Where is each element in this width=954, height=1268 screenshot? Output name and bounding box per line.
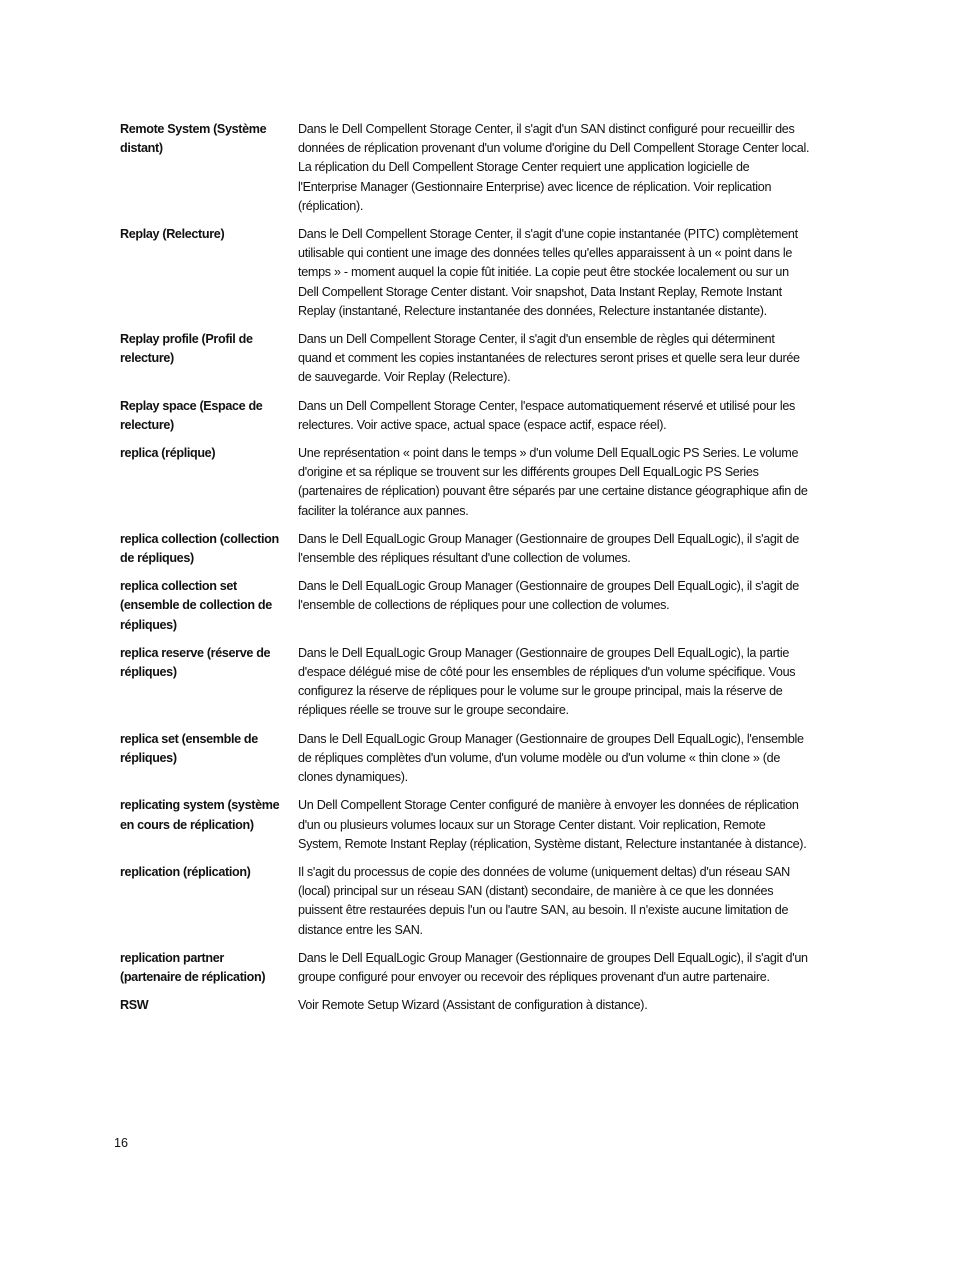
glossary-term: Replay (Relecture) [120,227,225,242]
glossary-entry [120,796,810,854]
glossary-definition: Dans le Dell EqualLogic Group Manager (Gestionnaire de groupes Dell EqualLogic), l'ensemble de répliques complètes d'un volume, d'un volume modèle ou d'un volume « thin clone » (de clones dynamiques). [298,731,804,785]
glossary-term: Remote System (Système distant) [120,122,267,156]
page-number: 16 [114,1136,129,1150]
glossary-term: replication (réplication) [120,864,251,879]
glossary-list [120,120,810,1024]
glossary-entry [120,120,810,216]
glossary-definition: Dans le Dell EqualLogic Group Manager (Gestionnaire de groupes Dell EqualLogic), il s'agit de l'ensemble de collections de répliques pour une collection de volumes. [298,579,799,613]
glossary-entry [120,577,810,635]
glossary-definition: Dans le Dell EqualLogic Group Manager (Gestionnaire de groupes Dell EqualLogic), il s'agit de l'ensemble des répliques résultant d'une collection de volumes. [298,531,799,566]
glossary-definition: Il s'agit du processus de copie des données de volume (uniquement deltas) d'un réseau SAN (local) principal sur un réseau SAN (distant) secondaire, de manière à ce que les données puissent être restaurées depuis l'un ou l'autre SAN, au besoin. Il n'existe aucune limitation de distance entre les SAN. [298,864,790,937]
glossary-definition: Dans le Dell Compellent Storage Center, il s'agit d'une copie instantanée (PITC) complètement utilisable qui contient une image des données telles qu'elles apparaissent à un « point dans le temps » - moment auquel la copie fût initiée. La copie peut être stockée localement ou sur un Dell Compellent Storage Center distant. Voir snapshot, Data Instant Replay, Remote Instant Replay (instantané, Relecture instantanée des données, Relecture instantanée distante). [298,227,798,318]
glossary-definition: Un Dell Compellent Storage Center configuré de manière à envoyer les données de réplication d'un ou plusieurs volumes locaux sur un Storage Center distant. Voir replication, Remote System, Remote Instant Replay (réplication, Système distant, Relecture instantanée à distance). [298,798,807,851]
glossary-definition: Dans un Dell Compellent Storage Center, il s'agit d'un ensemble de règles qui déterminent quand et comment les copies instantanées de relectures seront prises et quelle sera leur durée de sauvegarde. Voir Replay (Relecture). [298,332,800,385]
glossary-entry [120,397,810,435]
glossary-entry [120,949,810,987]
glossary-term: RSW [120,998,149,1013]
glossary-entry [120,996,810,1015]
glossary-definition: Dans le Dell EqualLogic Group Manager (Gestionnaire de groupes Dell EqualLogic), il s'agit d'un groupe configuré pour envoyer ou recevoir des répliques provenant d'un autre partenaire. [298,950,808,984]
glossary-entry [120,444,810,521]
glossary-definition: Dans un Dell Compellent Storage Center, l'espace automatiquement réservé et utilisé pour les relectures. Voir active space, actual space (espace actif, espace réel). [298,398,796,432]
glossary-term: replicating system (système en cours de réplication) [120,798,280,832]
glossary-definition: Une représentation « point dans le temps » d'un volume Dell EqualLogic PS Series. Le volume d'origine et sa réplique se trouvent sur les différents groupes Dell EqualLogic PS Series (partenaires de réplication) pouvant être séparés par une certaine distance géographique afin de faciliter la tolérance aux pannes. [298,446,808,518]
glossary-definition: Dans le Dell Compellent Storage Center, il s'agit d'un SAN distinct configuré pour recueillir des données de réplication provenant d'un volume d'origine du Dell Compellent Storage Center local. La réplication du Dell Compellent Storage Center requiert une application logicielle de l'Enterprise Manager (Gestionnaire Enterprise) avec licence de réplication. Voir replication (réplication). [298,122,810,213]
glossary-term: Replay space (Espace de relecture) [120,398,263,432]
glossary-term: replica collection set (ensemble de collection de répliques) [120,579,272,632]
glossary-term: replication partner (partenaire de réplication) [120,950,266,984]
glossary-definition: Dans le Dell EqualLogic Group Manager (Gestionnaire de groupes Dell EqualLogic), la partie d'espace délégué mise de côté pour les ensembles de répliques d'un volume spécifique. Vous configurez la réserve de répliques pour le volume sur le groupe principal, mais la réserve de répliques réelle se trouve sur le groupe secondaire. [298,645,796,718]
glossary-entry [120,730,810,788]
glossary-entry [120,330,810,388]
glossary-entry [120,530,810,568]
glossary-entry [120,863,810,940]
glossary-term: replica (réplique) [120,446,216,461]
glossary-term: replica collection (collection de répliques) [120,531,279,566]
glossary-term: replica set (ensemble de répliques) [120,731,258,765]
glossary-entry [120,225,810,321]
glossary-definition: Voir Remote Setup Wizard (Assistant de configuration à distance). [298,998,648,1013]
glossary-term: Replay profile (Profil de relecture) [120,332,253,366]
glossary-entry [120,644,810,721]
glossary-term: replica reserve (réserve de répliques) [120,645,271,680]
